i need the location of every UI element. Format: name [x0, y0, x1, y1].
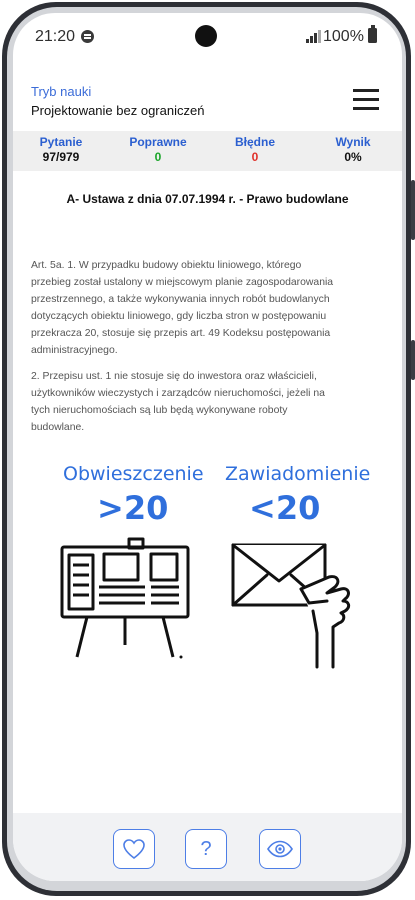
question-paragraph-2 — [31, 368, 381, 436]
message-notification-icon — [81, 30, 94, 43]
power-button — [411, 180, 415, 240]
heart-icon — [122, 838, 146, 860]
favorite-button[interactable] — [113, 829, 155, 869]
notice-board-icon — [59, 535, 191, 661]
stat-score — [318, 135, 388, 164]
battery-icon — [368, 28, 377, 43]
signal-icon — [306, 30, 320, 43]
stat-correct-value: 0 — [154, 150, 162, 164]
stat-correct — [123, 135, 193, 164]
show-answer-button[interactable] — [259, 829, 301, 869]
paragraph-line: Art. 5a. 1. W przypadku budowy obiektu liniowego, którego — [31, 260, 302, 271]
volume-button — [411, 340, 415, 380]
status-bar — [13, 13, 402, 61]
stat-question-label: Pytanie — [39, 135, 83, 149]
paragraph-line: tych nieruchomościach są lub będą wykonywane roboty — [31, 405, 288, 416]
status-time: 21:20 — [35, 28, 76, 45]
envelope-hand-icon — [231, 541, 355, 669]
stat-wrong-value: 0 — [251, 150, 259, 164]
battery-percent: 100% — [323, 28, 364, 45]
app-header — [13, 61, 402, 131]
paragraph-line: 2. Przepisu ust. 1 nie stosuje się do inwestora oraz właścicieli, — [31, 371, 317, 382]
eye-icon — [267, 840, 293, 858]
mode-label: Tryb nauki — [31, 84, 92, 99]
paragraph-line: przekracza 20, stosuje się przepis art. 49 Kodeksu postępowania — [31, 328, 331, 339]
stat-score-value: 0% — [344, 150, 362, 164]
stat-correct-label: Poprawne — [129, 135, 187, 149]
stat-question — [26, 135, 96, 164]
illustration-left-value: >20 — [97, 489, 169, 527]
stat-wrong — [220, 135, 290, 164]
paragraph-line: administracyjnego. — [31, 345, 118, 356]
question-icon: ? — [200, 837, 212, 860]
paragraph-line: budowlane. — [31, 422, 85, 433]
illustration-right-value: <20 — [249, 489, 321, 527]
stat-wrong-label: Błędne — [234, 135, 275, 149]
help-button[interactable] — [185, 829, 227, 869]
question-paragraph-1 — [31, 257, 381, 359]
paragraph-line: użytkowników wieczystych i zarządców nieruchomości, jeżeli na — [31, 388, 325, 399]
question-title: A- Ustawa z dnia 07.07.1994 r. - Prawo budowlane — [66, 192, 349, 206]
bottom-toolbar — [13, 813, 402, 881]
illustration-left-title: Obwieszczenie — [63, 463, 204, 485]
screen — [13, 13, 402, 881]
illustration-right-title: Zawiadomienie — [225, 463, 371, 485]
paragraph-line: przebieg został ustalony w miejscowym planie zagospodarowania — [31, 277, 334, 288]
stats-bar — [13, 131, 402, 171]
paragraph-line: przestrzennego, a także wykonywania innych robót budowlanych — [31, 294, 330, 305]
stat-question-value: 97/979 — [42, 150, 80, 164]
front-camera — [195, 25, 217, 47]
paragraph-line: dotyczących obiektu liniowego, gdy liczba stron w postępowaniu — [31, 311, 327, 322]
subject-title: Projektowanie bez ograniczeń — [31, 103, 205, 118]
hamburger-menu-icon[interactable] — [353, 89, 379, 111]
stat-score-label: Wynik — [335, 135, 371, 149]
